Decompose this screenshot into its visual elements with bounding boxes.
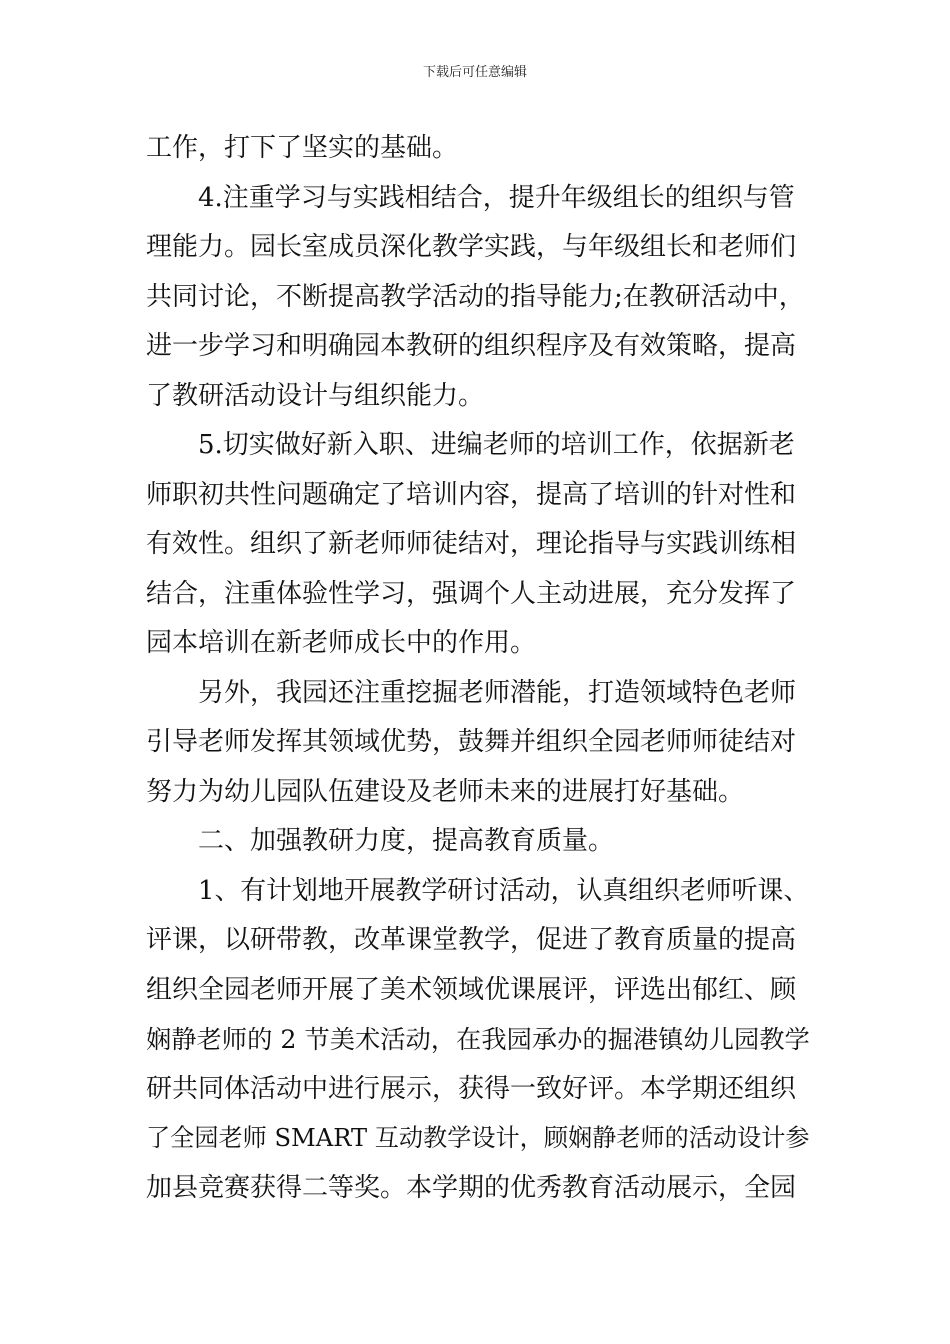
text-line: 有效性。组织了新老师师徒结对，理论指导与实践训练相 (146, 529, 797, 559)
text-line: 研共同体活动中进行展示，获得一致好评。本学期还组织 (146, 1073, 797, 1104)
text-line: 1、有计划地开展教学研讨活动，认真组织老师听课、 (198, 875, 810, 906)
text-line: 园本培训在新老师成长中的作用。 (146, 628, 537, 658)
text-line: 进一步学习和明确园本教研的组织程序及有效策略，提高 (146, 331, 797, 361)
text-line: 引导老师发挥其领域优势，鼓舞并组织全园老师师徒结对 (146, 727, 797, 757)
text-line: 工作，打下了坚实的基础。 (146, 133, 459, 163)
text-line: 师职初共性问题确定了培训内容，提高了培训的针对性和 (146, 479, 797, 510)
text-line: 二、加强教研力度，提高教育质量。 (198, 826, 615, 856)
text-line: 5.切实做好新入职、进编老师的培训工作，依据新老 (198, 430, 795, 460)
text-line: 组织全园老师开展了美术领域优课展评，评选出郁红、顾 (146, 974, 797, 1005)
text-line: 理能力。园长室成员深化教学实践，与年级组长和老师们 (146, 232, 797, 262)
text-line: 另外，我园还注重挖掘老师潜能，打造领域特色老师 (198, 677, 797, 708)
text-line: 加县竞赛获得二等奖。本学期的优秀教育活动展示，全园 (146, 1172, 797, 1203)
text-line: 了教研活动设计与组织能力。 (146, 380, 485, 411)
text-line: 共同讨论，不断提高教学活动的指导能力;在教研活动中， (146, 281, 805, 312)
document-body (146, 124, 810, 1213)
text-line: 娴静老师的 2 节美术活动，在我园承办的掘港镇幼儿园教学 (146, 1025, 810, 1054)
text-line: 评课，以研带教，改革课堂教学，促进了教育质量的提高 (146, 925, 797, 955)
text-line: 结合，注重体验性学习，强调个人主动进展，充分发挥了 (146, 578, 797, 609)
page-header: 下载后可任意编辑 (422, 65, 527, 80)
text-line: 了全园老师 SMART 互动教学设计，顾娴静老师的活动设计参 (146, 1124, 810, 1152)
text-line: 努力为幼儿园队伍建设及老师未来的进展打好基础。 (146, 776, 745, 807)
text-line: 4.注重学习与实践相结合，提升年级组长的组织与管 (198, 182, 795, 213)
